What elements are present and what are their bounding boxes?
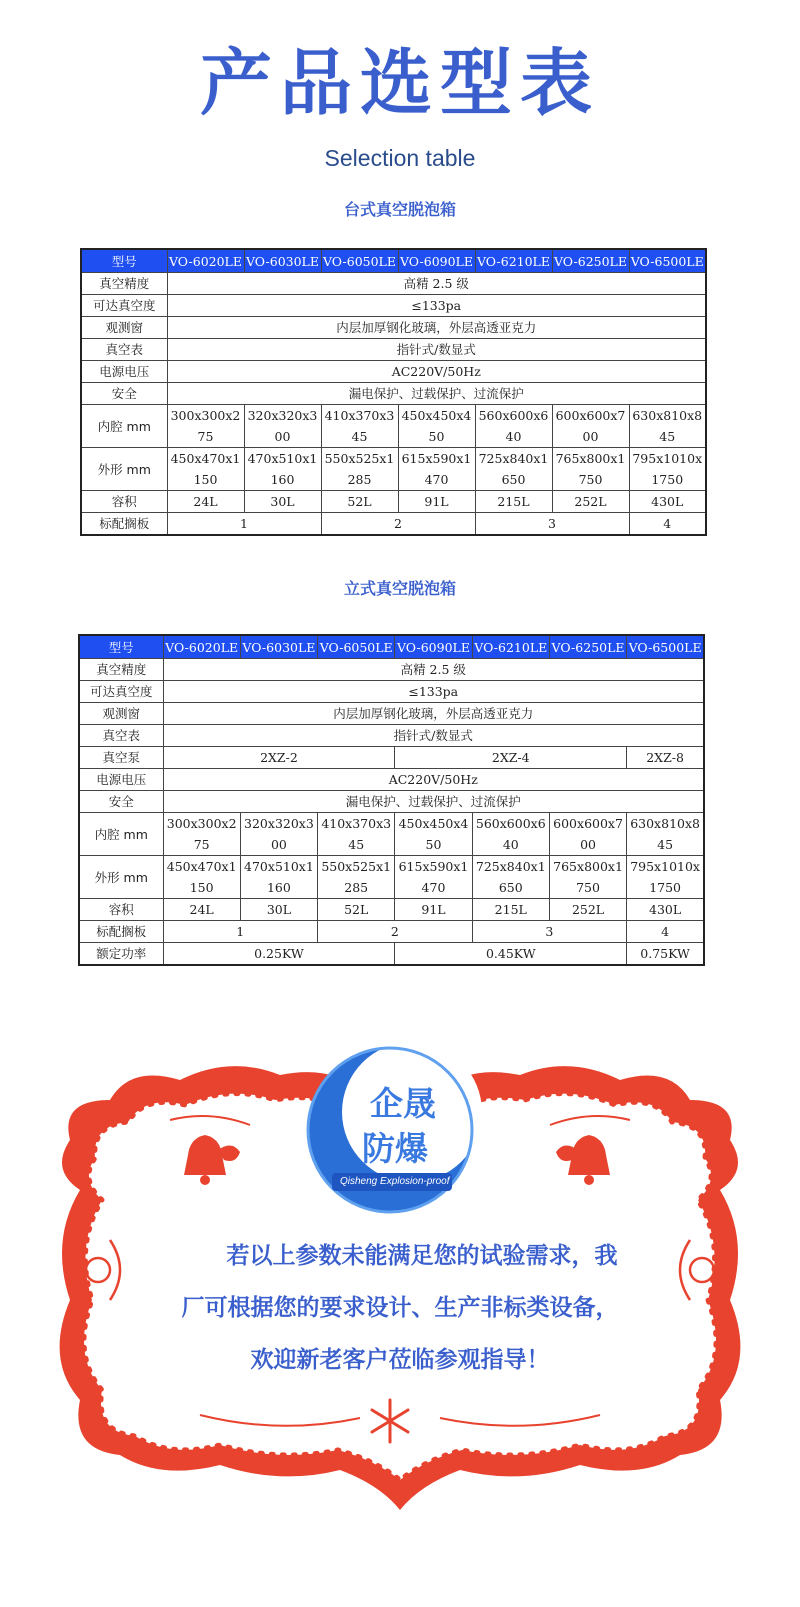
row-value: 高精 2.5 级 (163, 659, 704, 681)
model-label: 型号 (79, 635, 163, 659)
table-row (79, 681, 704, 703)
volume-cell: 30L (240, 899, 317, 921)
chamber-cell: 600x600x7 00 (549, 813, 626, 856)
chamber-cell: 450x450x4 50 (395, 813, 472, 856)
chamber-cell: 410x370x3 45 (318, 813, 395, 856)
chamber-cell: 560x600x6 40 (475, 405, 552, 448)
volume-cell: 52L (321, 491, 398, 513)
shelves-cell: 2 (318, 921, 473, 943)
table2-header-row (79, 635, 704, 659)
table-row (81, 273, 706, 295)
row-value: 指针式/数显式 (163, 725, 704, 747)
model-cell: VO-6090LE (395, 635, 472, 659)
outer-cell: 550x525x1 285 (318, 856, 395, 899)
volume-cell: 215L (472, 899, 549, 921)
chamber-cell: 320x320x3 00 (240, 813, 317, 856)
table-row (79, 703, 704, 725)
row-label: 真空精度 (79, 659, 163, 681)
model-cell: VO-6020LE (163, 635, 240, 659)
table-row (81, 361, 706, 383)
model-cell: VO-6050LE (318, 635, 395, 659)
row-value: ≤133pa (167, 295, 706, 317)
logo-text-line2: 防爆 (362, 1129, 428, 1168)
pump-cell: 2XZ-8 (627, 747, 704, 769)
model-cell: VO-6210LE (472, 635, 549, 659)
outer-cell: 615x590x1 470 (398, 448, 475, 491)
chamber-cell: 450x450x4 50 (398, 405, 475, 448)
table-row (79, 769, 704, 791)
table2-heading: 立式真空脱泡箱 (343, 579, 456, 598)
shelves-cell: 3 (475, 513, 629, 536)
table-row (79, 856, 704, 899)
pump-cell: 2XZ-2 (163, 747, 395, 769)
model-cell: VO-6250LE (552, 249, 629, 273)
outer-cell: 765x800x1 750 (552, 448, 629, 491)
table-row (79, 899, 704, 921)
volume-cell: 430L (629, 491, 706, 513)
outer-cell: 725x840x1 650 (472, 856, 549, 899)
row-label: 真空表 (79, 725, 163, 747)
model-cell: VO-6030LE (240, 635, 317, 659)
outer-cell: 795x1010x 1750 (629, 448, 706, 491)
row-value: 漏电保护、过载保护、过流保护 (167, 383, 706, 405)
row-value: 漏电保护、过载保护、过流保护 (163, 791, 704, 813)
rated-power-cell: 0.75KW (627, 943, 704, 966)
page-title: 产品选型表 (199, 40, 600, 125)
model-cell: VO-6050LE (321, 249, 398, 273)
volume-cell: 91L (398, 491, 475, 513)
volume-cell: 24L (163, 899, 240, 921)
volume-cell: 91L (395, 899, 472, 921)
chamber-cell: 320x320x3 00 (244, 405, 321, 448)
table1 (80, 248, 707, 536)
row-label: 额定功率 (79, 943, 163, 966)
rated-power-cell: 0.25KW (163, 943, 395, 966)
shelves-cell: 4 (629, 513, 706, 536)
table-row (79, 813, 704, 856)
shelves-cell: 3 (472, 921, 627, 943)
row-value: AC220V/50Hz (163, 769, 704, 791)
row-value: 内层加厚钢化玻璃，外层高透亚克力 (163, 703, 704, 725)
page-subtitle: Selection table (324, 145, 476, 171)
model-cell: VO-6500LE (627, 635, 704, 659)
chamber-cell: 300x300x2 75 (167, 405, 244, 448)
chamber-cell: 410x370x3 45 (321, 405, 398, 448)
shelves-cell: 1 (163, 921, 318, 943)
row-label: 外形 mm (79, 856, 163, 899)
row-label: 标配搁板 (81, 513, 167, 536)
volume-cell: 52L (318, 899, 395, 921)
row-value: ≤133pa (163, 681, 704, 703)
row-label: 容积 (79, 899, 163, 921)
row-value: 高精 2.5 级 (167, 273, 706, 295)
table-row (81, 513, 706, 536)
row-label: 真空表 (81, 339, 167, 361)
logo-text-line1: 企晟 (370, 1084, 436, 1123)
table-row (81, 295, 706, 317)
outer-cell: 450x470x1 150 (167, 448, 244, 491)
chamber-cell: 600x600x7 00 (552, 405, 629, 448)
row-label: 容积 (81, 491, 167, 513)
outer-cell: 795x1010x 1750 (627, 856, 704, 899)
row-label: 可达真空度 (81, 295, 167, 317)
row-label: 观测窗 (79, 703, 163, 725)
table-row (81, 405, 706, 448)
logo-tagline: Qisheng Explosion-proof (340, 1176, 450, 1187)
message-line2: 厂可根据您的要求设计、生产非标类设备， (181, 1295, 619, 1321)
message-line3: 欢迎新老客户莅临参观指导！ (250, 1347, 550, 1373)
table-row (81, 448, 706, 491)
row-label: 内腔 mm (81, 405, 167, 448)
table-row (81, 339, 706, 361)
model-cell: VO-6500LE (629, 249, 706, 273)
shelves-cell: 2 (321, 513, 475, 536)
chamber-cell: 630x810x8 45 (627, 813, 704, 856)
model-cell: VO-6030LE (244, 249, 321, 273)
outer-cell: 550x525x1 285 (321, 448, 398, 491)
table1-header-row (81, 249, 706, 273)
chamber-cell: 630x810x8 45 (629, 405, 706, 448)
model-label: 型号 (81, 249, 167, 273)
message-line1: 若以上参数未能满足您的试验需求，我 (226, 1243, 618, 1269)
row-label: 外形 mm (81, 448, 167, 491)
outer-cell: 470x510x1 160 (240, 856, 317, 899)
row-label: 真空泵 (79, 747, 163, 769)
volume-cell: 30L (244, 491, 321, 513)
row-label: 真空精度 (81, 273, 167, 295)
outer-cell: 765x800x1 750 (549, 856, 626, 899)
rated-power-cell: 0.45KW (395, 943, 627, 966)
volume-cell: 215L (475, 491, 552, 513)
table-row (79, 791, 704, 813)
table1-heading: 台式真空脱泡箱 (343, 200, 456, 219)
row-value: 内层加厚钢化玻璃，外层高透亚克力 (167, 317, 706, 339)
chamber-cell: 300x300x2 75 (163, 813, 240, 856)
table-row (81, 383, 706, 405)
model-cell: VO-6250LE (549, 635, 626, 659)
row-label: 观测窗 (81, 317, 167, 339)
table2 (78, 634, 705, 966)
model-cell: VO-6090LE (398, 249, 475, 273)
table-row (79, 747, 704, 769)
outer-cell: 450x470x1 150 (163, 856, 240, 899)
volume-cell: 252L (549, 899, 626, 921)
row-value: AC220V/50Hz (167, 361, 706, 383)
outer-cell: 615x590x1 470 (395, 856, 472, 899)
pump-cell: 2XZ-4 (395, 747, 627, 769)
row-label: 安全 (81, 383, 167, 405)
table-row (81, 317, 706, 339)
row-label: 内腔 mm (79, 813, 163, 856)
model-cell: VO-6020LE (167, 249, 244, 273)
volume-cell: 24L (167, 491, 244, 513)
shelves-cell: 4 (627, 921, 704, 943)
outer-cell: 725x840x1 650 (475, 448, 552, 491)
row-label: 电源电压 (81, 361, 167, 383)
shelves-cell: 1 (167, 513, 321, 536)
row-label: 标配搁板 (79, 921, 163, 943)
table-row (79, 659, 704, 681)
volume-cell: 252L (552, 491, 629, 513)
table-row (79, 943, 704, 966)
row-label: 电源电压 (79, 769, 163, 791)
outer-cell: 470x510x1 160 (244, 448, 321, 491)
row-label: 安全 (79, 791, 163, 813)
row-label: 可达真空度 (79, 681, 163, 703)
row-value: 指针式/数显式 (167, 339, 706, 361)
table-row (79, 725, 704, 747)
volume-cell: 430L (627, 899, 704, 921)
chamber-cell: 560x600x6 40 (472, 813, 549, 856)
table-row (79, 921, 704, 943)
table-row (81, 491, 706, 513)
model-cell: VO-6210LE (475, 249, 552, 273)
